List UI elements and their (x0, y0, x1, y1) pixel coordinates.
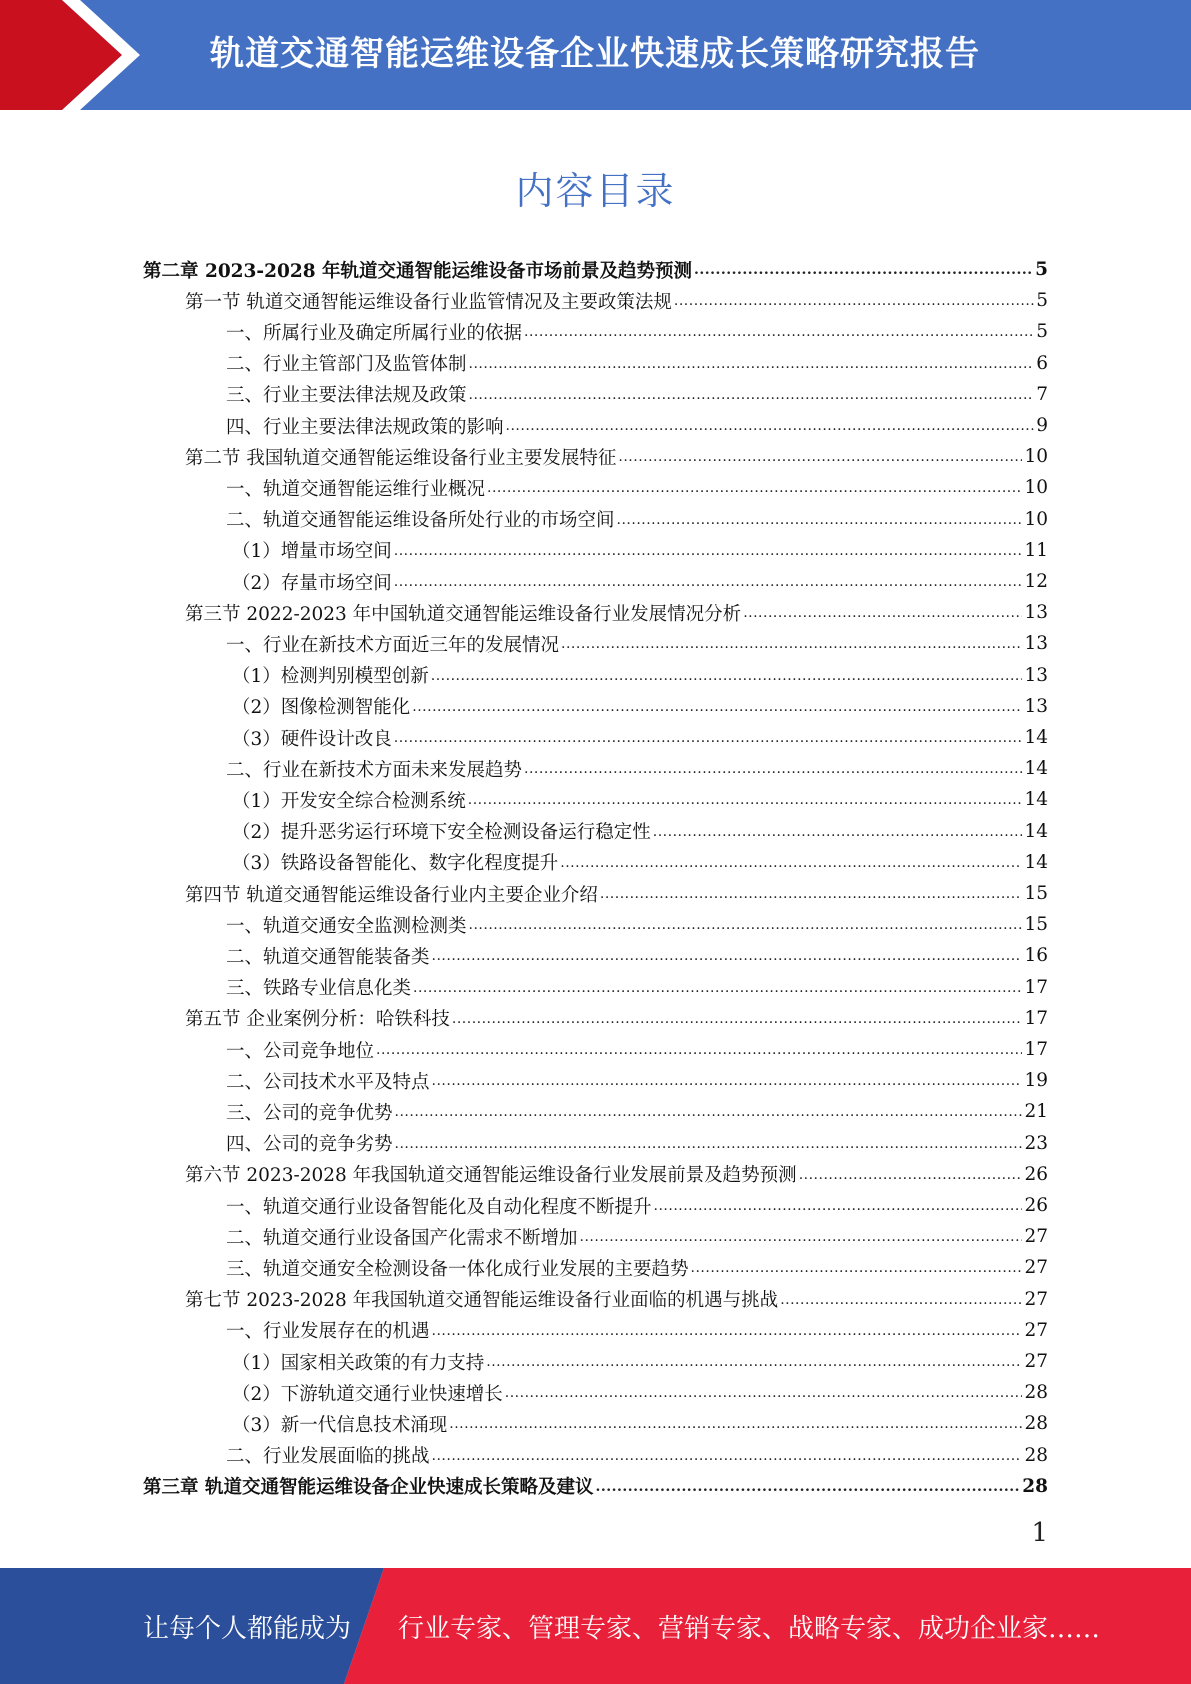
toc-entry[interactable] (232, 847, 1048, 878)
toc-entry-title: 四、公司的竞争劣势 (226, 1134, 393, 1156)
toc-entry[interactable] (232, 1408, 1048, 1439)
toc-entry[interactable] (226, 1065, 1048, 1096)
toc-entry-title: 第三章 轨道交通智能运维设备企业快速成长策略及建议 (143, 1477, 594, 1499)
toc-dot-leader (394, 535, 1023, 566)
toc-entry-title: 一、公司竞争地位 (226, 1040, 375, 1062)
toc-entry-page: 16 (1024, 945, 1048, 967)
red-arrow-decoration (0, 0, 150, 110)
toc-entry-title: （2）存量市场空间 (232, 572, 392, 594)
toc-entry[interactable] (185, 1003, 1048, 1034)
toc-entry-title: 第六节 2023-2028 年我国轨道交通智能运维设备行业发展前景及趋势预测 (185, 1165, 797, 1187)
toc-entry[interactable] (226, 1252, 1048, 1283)
toc-entry-title: （2）下游轨道交通行业快速增长 (232, 1383, 503, 1405)
toc-entry-page: 12 (1024, 571, 1048, 592)
toc-entry-title: 第七节 2023-2028 年我国轨道交通智能运维设备行业面临的机遇与挑战 (185, 1290, 779, 1312)
toc-dot-leader (505, 1377, 1023, 1408)
toc-entry[interactable] (226, 909, 1048, 940)
toc-entry-page: 27 (1024, 1351, 1048, 1372)
toc-dot-leader (654, 1190, 1023, 1221)
toc-entry-page: 5 (1036, 290, 1048, 312)
toc-entry[interactable] (232, 660, 1048, 691)
toc-dot-leader (469, 379, 1035, 410)
toc-entry-title: （3）新一代信息技术涌现 (232, 1414, 448, 1436)
toc-dot-leader (524, 316, 1034, 347)
toc-entry-title: 第四节 轨道交通智能运维设备行业内主要企业介绍 (185, 884, 598, 906)
toc-entry-page: 14 (1024, 851, 1048, 873)
toc-entry-page: 28 (1024, 1444, 1048, 1466)
toc-entry[interactable] (226, 1128, 1048, 1159)
toc-entry-title: 一、行业在新技术方面近三年的发展情况 (226, 634, 560, 656)
toc-dot-leader (452, 1003, 1023, 1034)
toc-dot-leader (469, 348, 1035, 379)
footer-band (0, 1568, 1191, 1684)
toc-dot-leader (395, 1096, 1023, 1127)
toc-dot-leader (595, 1471, 1020, 1502)
toc-entry[interactable] (185, 1284, 1048, 1315)
toc-entry[interactable] (226, 472, 1048, 503)
toc-dot-leader (653, 816, 1023, 847)
toc-entry-page: 27 (1024, 1288, 1048, 1310)
toc-entry-page: 28 (1022, 1475, 1048, 1497)
toc-entry[interactable] (226, 940, 1048, 971)
toc-entry-title: 二、行业在新技术方面未来发展趋势 (226, 759, 523, 781)
toc-entry-page: 10 (1024, 446, 1048, 468)
toc-entry-title: （2）提升恶劣运行环境下安全检测设备运行稳定性 (232, 822, 651, 844)
toc-entry-title: 二、轨道交通行业设备国产化需求不断增加 (226, 1227, 578, 1249)
toc-entry-title: 二、轨道交通智能装备类 (226, 946, 430, 968)
toc-entry[interactable] (232, 722, 1048, 753)
toc-entry-title: （3）铁路设备智能化、数字化程度提升 (232, 853, 559, 875)
toc-dot-leader (432, 1065, 1023, 1096)
toc-entry-page: 27 (1024, 1257, 1048, 1279)
toc-dot-leader (431, 660, 1023, 691)
toc-entry-title: 第二章 2023-2028 年轨道交通智能运维设备市场前景及趋势预测 (143, 260, 693, 282)
toc-entry-title: 二、行业主管部门及监管体制 (226, 354, 467, 376)
toc-entry-title: 三、公司的竞争优势 (226, 1102, 393, 1124)
toc-dot-leader (691, 1252, 1023, 1283)
toc-entry-title: （3）硬件设计改良 (232, 728, 392, 750)
toc-dot-leader (506, 410, 1035, 441)
toc-dot-leader (617, 504, 1023, 535)
toc-entry-title: 第一节 轨道交通智能运维设备行业监管情况及主要政策法规 (185, 291, 672, 313)
toc-entry-page: 15 (1024, 883, 1048, 904)
page-number: 1 (1031, 1518, 1048, 1548)
toc-dot-leader (561, 628, 1022, 659)
toc-entry[interactable] (232, 535, 1048, 566)
toc-entry-page: 13 (1024, 602, 1048, 624)
toc-entry-page: 17 (1024, 976, 1048, 998)
toc-entry[interactable] (232, 784, 1048, 815)
toc-entry-page: 27 (1024, 1319, 1048, 1341)
toc-entry-title: 二、行业发展面临的挑战 (226, 1446, 430, 1468)
toc-entry-page: 19 (1024, 1070, 1048, 1092)
report-title: 轨道交通智能运维设备企业快速成长策略研究报告 (210, 34, 980, 74)
toc-entry-page: 26 (1024, 1195, 1048, 1216)
toc-dot-leader (468, 784, 1023, 815)
toc-entry-page: 14 (1024, 820, 1048, 842)
toc-entry[interactable] (226, 410, 1048, 441)
toc-dot-leader (413, 972, 1022, 1003)
toc-entry-title: 三、行业主要法律法规及政策 (226, 385, 467, 407)
toc-entry-title: 一、轨道交通安全监测检测类 (226, 915, 467, 937)
toc-dot-leader (394, 722, 1023, 753)
toc-entry-page: 13 (1024, 695, 1048, 717)
toc-entry-page: 11 (1024, 539, 1048, 561)
toc-dot-leader (560, 847, 1022, 878)
toc-entry-title: （1）增量市场空间 (232, 541, 392, 563)
footer-slogan-right: 行业专家、管理专家、营销专家、战略专家、成功企业家…… (398, 1614, 1101, 1644)
toc-entry-page: 5 (1035, 259, 1048, 280)
footer-slogan-left: 让每个人都能成为 (143, 1614, 352, 1644)
toc-dot-leader (376, 1034, 1022, 1065)
toc-dot-leader (743, 597, 1022, 628)
toc-dot-leader (449, 1408, 1022, 1439)
toc-dot-leader (487, 472, 1022, 503)
toc-entry[interactable] (232, 1377, 1048, 1408)
toc-entry[interactable] (185, 1159, 1048, 1190)
toc-dot-leader (524, 753, 1022, 784)
toc-entry-page: 13 (1024, 664, 1048, 686)
toc-dot-leader (486, 1346, 1022, 1377)
toc-entry[interactable] (226, 1440, 1048, 1471)
toc-entry[interactable] (226, 316, 1048, 347)
toc-entry-title: （1）检测判别模型创新 (232, 666, 429, 688)
toc-entry-page: 13 (1024, 633, 1048, 655)
toc-dot-leader (432, 1315, 1023, 1346)
toc-entry[interactable] (226, 1190, 1048, 1221)
toc-dot-leader (394, 566, 1023, 597)
toc-entry-page: 10 (1024, 477, 1048, 499)
toc-dot-leader (694, 254, 1033, 285)
toc-entry-title: 二、轨道交通智能运维设备所处行业的市场空间 (226, 510, 615, 532)
toc-title: 内容目录 (515, 169, 676, 213)
toc-dot-leader (432, 1440, 1023, 1471)
toc-entry-page: 28 (1024, 1382, 1048, 1404)
toc-entry[interactable] (185, 597, 1048, 628)
toc-dot-leader (432, 940, 1023, 971)
toc-entry-page: 14 (1024, 789, 1048, 811)
toc-entry[interactable] (185, 441, 1048, 472)
toc-entry-title: 第五节 企业案例分析：哈铁科技 (185, 1009, 450, 1031)
toc-entry-page: 7 (1036, 383, 1048, 405)
toc-dot-leader (799, 1159, 1023, 1190)
toc-entry[interactable] (226, 753, 1048, 784)
toc-entry-title: 一、所属行业及确定所属行业的依据 (226, 322, 523, 344)
toc-entry-page: 9 (1036, 415, 1048, 436)
toc-entry-page: 23 (1024, 1132, 1048, 1154)
toc-entry[interactable] (143, 254, 1048, 285)
toc-entry-page: 17 (1024, 1007, 1048, 1029)
toc-entry-page: 14 (1024, 727, 1048, 748)
toc-dot-leader (469, 909, 1023, 940)
toc-entry-title: 一、轨道交通行业设备智能化及自动化程度不断提升 (226, 1196, 652, 1218)
toc-entry[interactable] (226, 348, 1048, 379)
toc-dot-leader (600, 878, 1023, 909)
toc-entry[interactable] (226, 1315, 1048, 1346)
toc-dot-leader (780, 1284, 1022, 1315)
header-band (0, 0, 1191, 110)
toc-dot-leader (412, 691, 1022, 722)
toc-dot-leader (395, 1128, 1023, 1159)
toc-entry-page: 21 (1024, 1101, 1048, 1123)
toc-entry[interactable] (226, 628, 1048, 659)
toc-entry-title: 四、行业主要法律法规政策的影响 (226, 416, 504, 438)
toc-dot-leader (580, 1221, 1023, 1252)
toc-entry-page: 28 (1024, 1413, 1048, 1435)
toc-entry[interactable] (232, 816, 1048, 847)
toc-entry[interactable] (226, 1221, 1048, 1252)
toc-entry-title: 二、公司技术水平及特点 (226, 1071, 430, 1093)
toc-entry-title: （2）图像检测智能化 (232, 697, 411, 719)
toc-entry-title: 第二节 我国轨道交通智能运维设备行业主要发展特征 (185, 447, 617, 469)
toc-entry-title: 一、行业发展存在的机遇 (226, 1321, 430, 1343)
toc-entry-page: 14 (1024, 758, 1048, 780)
toc-entry-title: 第三节 2022-2023 年中国轨道交通智能运维设备行业发展情况分析 (185, 603, 742, 625)
toc-entry[interactable] (226, 379, 1048, 410)
toc-dot-leader (674, 285, 1034, 316)
toc-entry[interactable] (232, 1346, 1048, 1377)
toc-entry-page: 10 (1024, 508, 1048, 530)
toc-entry-page: 5 (1036, 321, 1048, 343)
toc-entry[interactable] (226, 972, 1048, 1003)
toc-entry[interactable] (185, 878, 1048, 909)
toc-entry[interactable] (143, 1471, 1048, 1502)
toc-entry[interactable] (226, 504, 1048, 535)
toc-entry-title: 一、轨道交通智能运维行业概况 (226, 478, 486, 500)
toc-entry[interactable] (185, 285, 1048, 316)
toc-entry[interactable] (232, 691, 1048, 722)
toc-entry[interactable] (226, 1096, 1048, 1127)
toc-entry-title: 三、轨道交通安全检测设备一体化成行业发展的主要趋势 (226, 1258, 689, 1280)
toc-entry-page: 27 (1024, 1226, 1048, 1248)
toc-entry-page: 15 (1024, 914, 1048, 936)
toc-entry[interactable] (232, 566, 1048, 597)
toc-entry-page: 17 (1024, 1039, 1048, 1060)
toc-entry[interactable] (226, 1034, 1048, 1065)
toc-dot-leader (618, 441, 1022, 472)
toc-entry-title: （1）国家相关政策的有力支持 (232, 1352, 485, 1374)
toc-entry-page: 6 (1036, 352, 1048, 374)
toc-entry-title: （1）开发安全综合检测系统 (232, 790, 466, 812)
toc-entry-title: 三、铁路专业信息化类 (226, 978, 412, 1000)
toc-entry-page: 26 (1024, 1163, 1048, 1185)
